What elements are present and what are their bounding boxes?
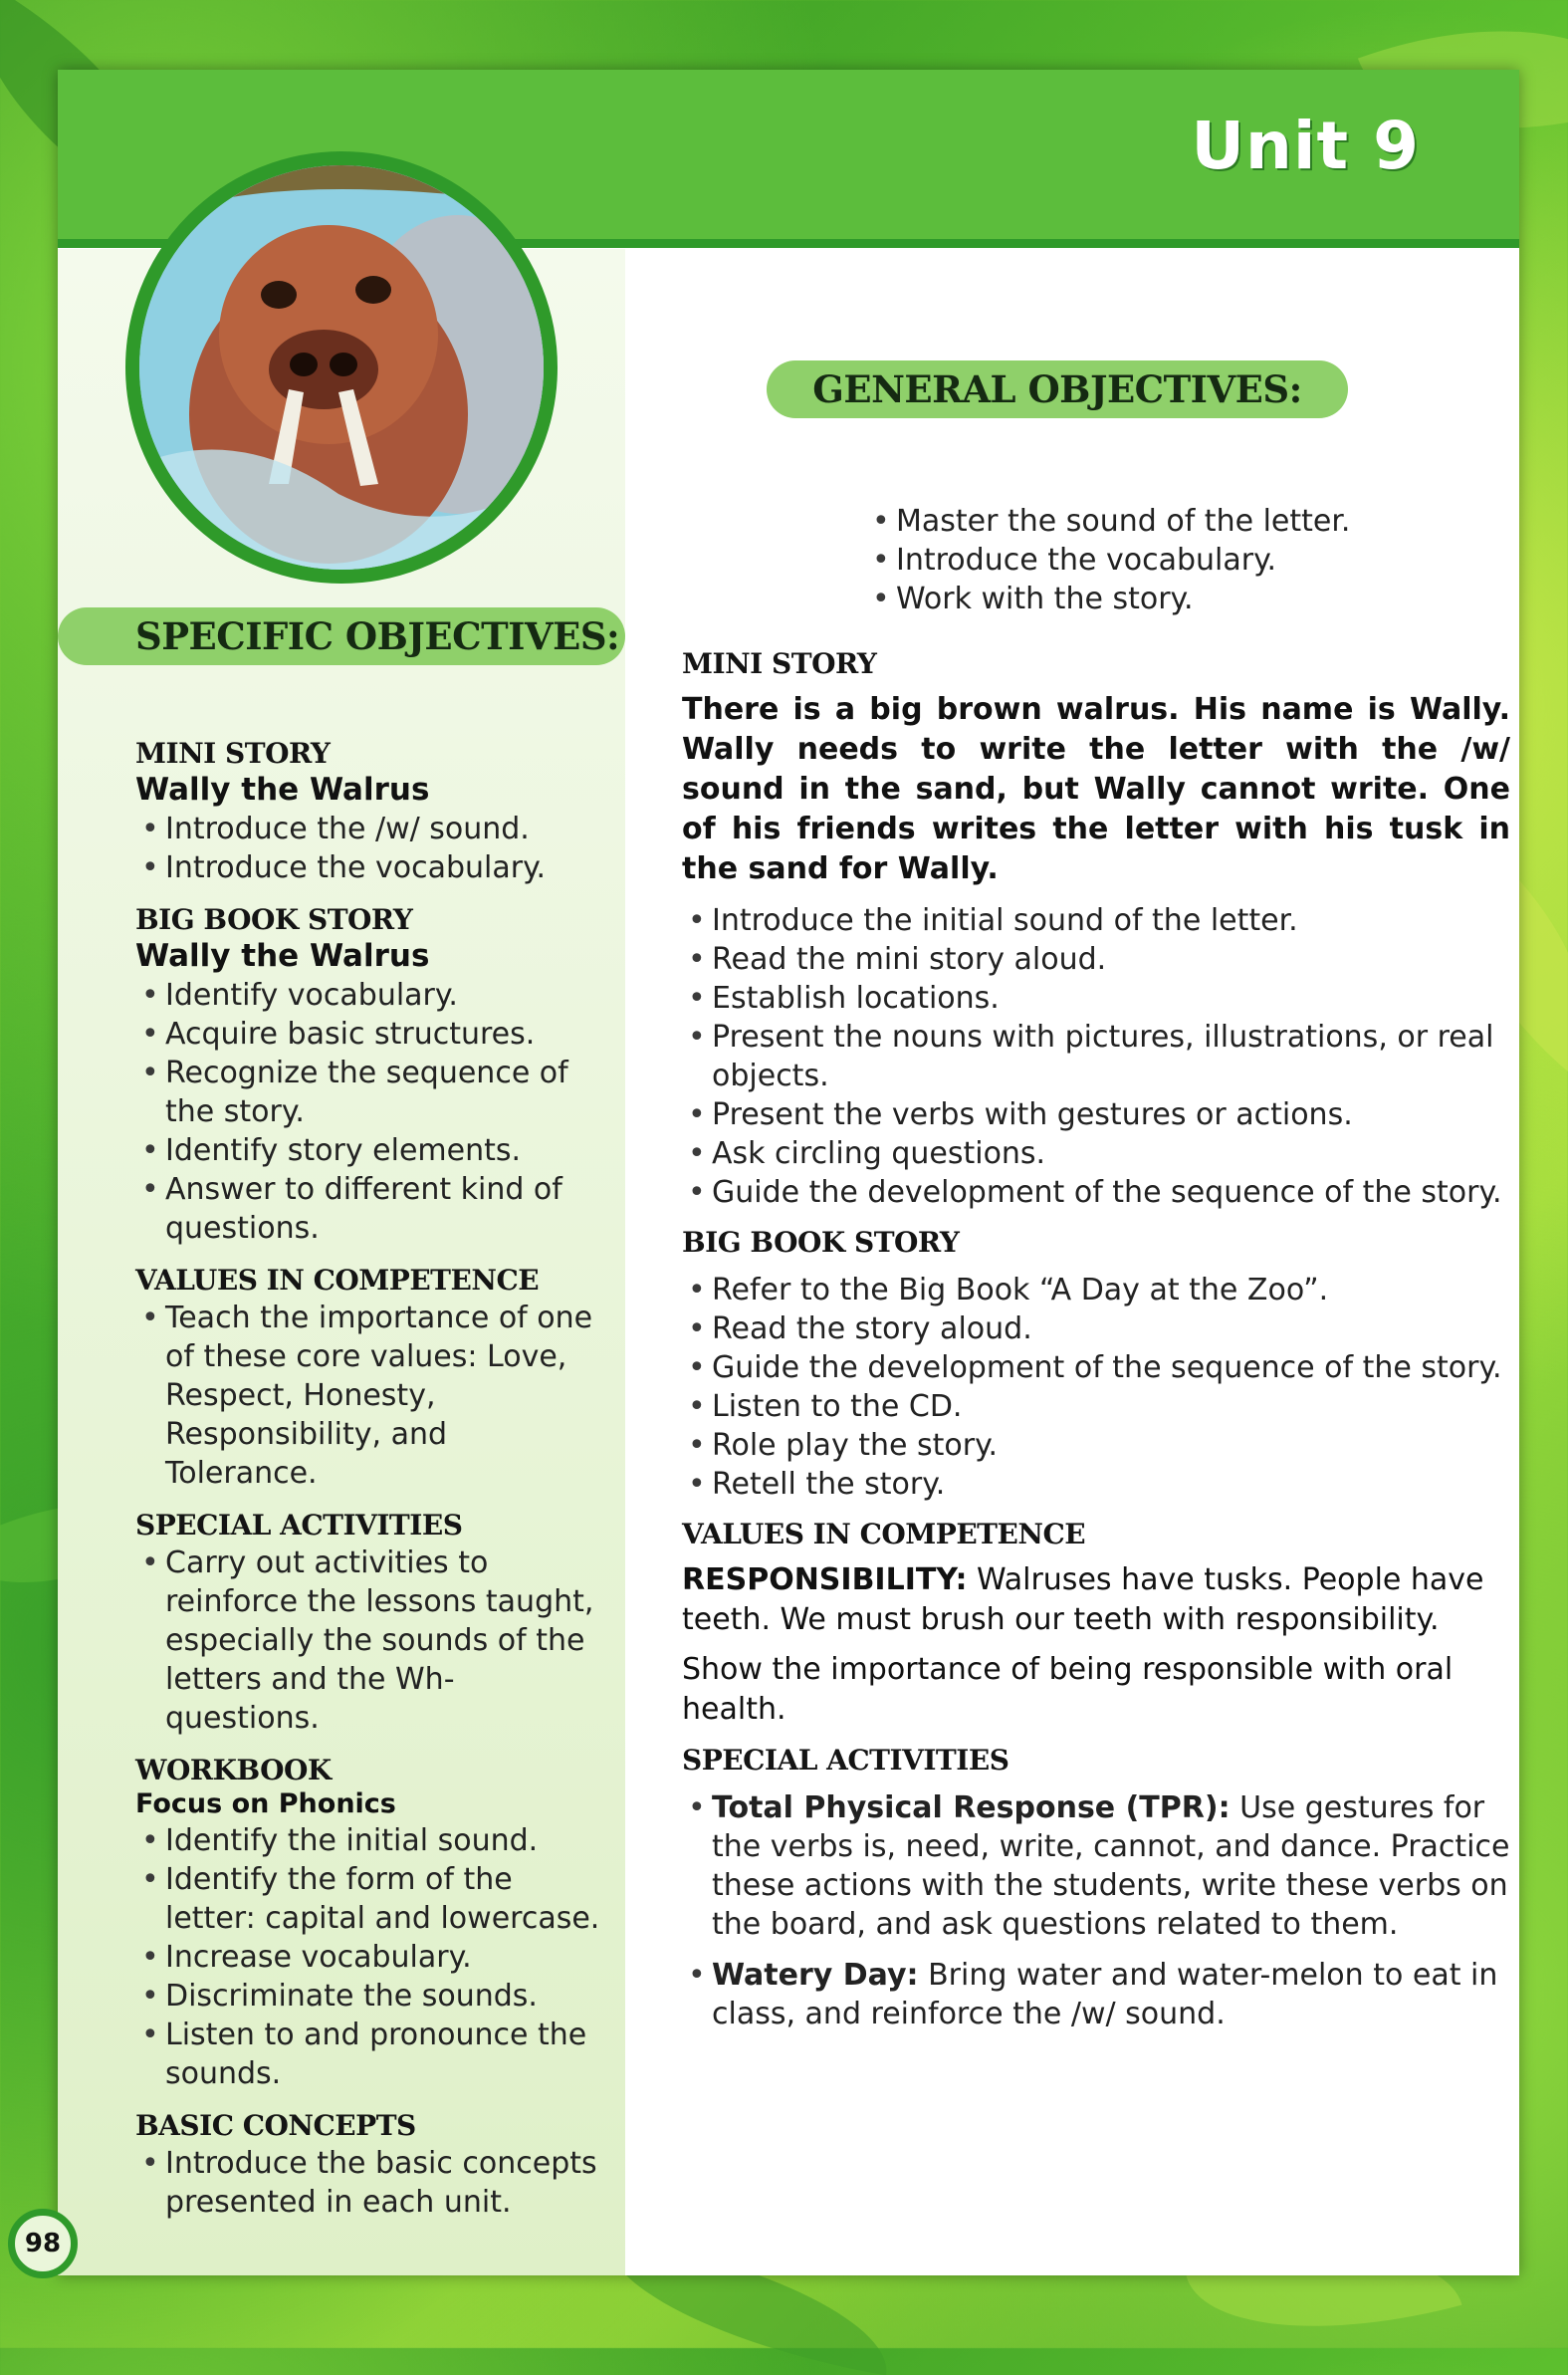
list-item: • Listen to and pronounce the sounds. [135, 2016, 603, 2093]
responsibility-text: Walruses have tusks. People have teeth. We must brush our teeth with responsibility. [682, 1562, 1484, 1637]
left-mini-story-section [135, 737, 603, 887]
tpr-label: Total Physical Response (TPR): [712, 1790, 1231, 1825]
list-item: • Teach the importance of one of these core values: Love, Respect, Honesty, Responsibility, and Tolerance. [135, 1299, 603, 1493]
specific-objectives-heading: SPECIFIC OBJECTIVES: [58, 607, 625, 665]
list-item: • Guide the development of the sequence of the story. [682, 1173, 1510, 1212]
list-item: • Ask circling questions. [682, 1134, 1510, 1173]
section-heading: BIG BOOK STORY [135, 903, 413, 936]
left-workbook-section [135, 1754, 603, 2093]
section-heading: SPECIAL ACTIVITIES [135, 1509, 463, 1542]
list-item: • Role play the story. [682, 1426, 1510, 1465]
list-item: • Read the mini story aloud. [682, 940, 1510, 979]
list-item: • Identify the initial sound. [135, 1821, 603, 1860]
section-heading: BASIC CONCEPTS [135, 2109, 416, 2142]
list-item: • Discriminate the sounds. [135, 1977, 603, 2016]
right-mini-story-section [682, 647, 1510, 1212]
list-item: • Identify vocabulary. [135, 976, 603, 1015]
list-item: • Introduce the /w/ sound. [135, 810, 603, 848]
section-heading: SPECIAL ACTIVITIES [682, 1744, 1009, 1777]
section-heading: WORKBOOK [135, 1754, 332, 1786]
book-page [58, 70, 1519, 2275]
right-values-section [682, 1518, 1510, 1730]
unit-title: Unit 9 [1191, 108, 1420, 184]
walrus-icon [139, 165, 544, 570]
section-heading: VALUES IN COMPETENCE [682, 1518, 1086, 1550]
list-item: • Carry out activities to reinforce the lessons taught, especially the sounds of the letters and the Wh-questions. [135, 1544, 603, 1738]
list-item: • Introduce the initial sound of the letter. [682, 901, 1510, 940]
list-item: • Master the sound of the letter. [866, 502, 1463, 541]
list-item: • Guide the development of the sequence of the story. [682, 1348, 1510, 1387]
page-number: 98 [8, 2209, 78, 2278]
responsibility-label: RESPONSIBILITY: [682, 1562, 968, 1597]
list-item: • Read the story aloud. [682, 1309, 1510, 1348]
list-item: • Acquire basic structures. [135, 1015, 603, 1054]
section-heading: VALUES IN COMPETENCE [135, 1264, 540, 1297]
responsibility-paragraph [682, 1560, 1510, 1640]
list-item: • Introduce the vocabulary. [866, 541, 1463, 580]
story-title: Wally the Walrus [135, 772, 430, 808]
list-item: • Identify the form of the letter: capital and lowercase. [135, 1860, 603, 1938]
left-values-section [135, 1264, 603, 1493]
list-item: • Increase vocabulary. [135, 1938, 603, 1977]
left-basic-concepts-section [135, 2109, 603, 2222]
list-item: • Introduce the basic concepts presented in each unit. [135, 2144, 603, 2222]
left-special-activities-section [135, 1509, 603, 1738]
section-heading: MINI STORY [135, 737, 331, 770]
list-item: • Identify story elements. [135, 1131, 603, 1170]
workbook-subtitle: Focus on Phonics [135, 1788, 396, 1819]
tpr-item [682, 1788, 1510, 1944]
lesson-procedures-column [682, 647, 1510, 2047]
right-big-book-section [682, 1226, 1510, 1504]
section-heading: BIG BOOK STORY [682, 1226, 960, 1259]
general-objectives-heading: GENERAL OBJECTIVES: [767, 360, 1348, 418]
list-item: • Listen to the CD. [682, 1387, 1510, 1426]
watery-day-item [682, 1956, 1510, 2033]
list-item: • Present the nouns with pictures, illustrations, or real objects. [682, 1018, 1510, 1095]
oral-health-paragraph: Show the importance of being responsible with oral health. [682, 1652, 1454, 1727]
general-objectives-list [866, 500, 1463, 618]
story-title: Wally the Walrus [135, 938, 430, 974]
list-item: • Work with the story. [866, 580, 1463, 618]
list-item: • Introduce the vocabulary. [135, 848, 603, 887]
list-item: • Recognize the sequence of the story. [135, 1054, 603, 1131]
list-item: • Present the verbs with gestures or actions. [682, 1095, 1510, 1134]
specific-objectives-column [135, 737, 603, 2238]
list-item: • Retell the story. [682, 1465, 1510, 1504]
left-big-book-section [135, 903, 603, 1248]
watery-day-label: Watery Day: [712, 1958, 919, 1993]
right-special-activities-section [682, 1744, 1510, 2033]
list-item: • Establish locations. [682, 979, 1510, 1018]
list-item: • Answer to different kind of questions. [135, 1170, 603, 1248]
walrus-illustration [125, 151, 558, 584]
mini-story-text: There is a big brown walrus. His name is Wally. Wally needs to write the letter with the /w/ sound in the sand, but Wally cannot write. One of his friends writes the letter with his tusk in the sand for Wally. [682, 692, 1510, 886]
tpr-text: Use gestures for the verbs is, need, write, cannot, and dance. Practice these actions with the students, write these verbs on the board, and ask questions related to them. [712, 1790, 1510, 1942]
section-heading: MINI STORY [682, 647, 877, 680]
list-item: • Refer to the Big Book “A Day at the Zoo”. [682, 1271, 1510, 1309]
watery-day-text: Bring water and water-melon to eat in class, and reinforce the /w/ sound. [712, 1958, 1498, 2031]
